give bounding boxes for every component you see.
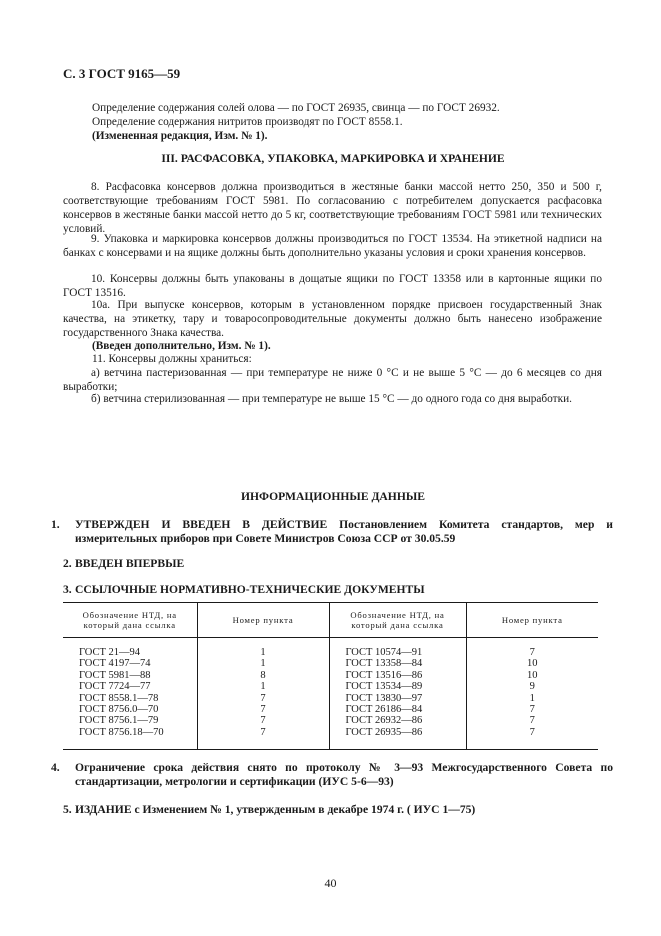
table-cell: ГОСТ 7724—77 (79, 681, 151, 693)
table-cell: ГОСТ 10574—91 (329, 638, 466, 659)
table-cell: 7 (466, 704, 598, 715)
paragraph-11: 11. Консервы должны храниться: (92, 353, 252, 365)
item-text: ССЫЛОЧНЫЕ НОРМАТИВНО-ТЕХНИЧЕСКИЕ ДОКУМЕНТЫ (75, 583, 425, 596)
item-number: 4. (51, 761, 60, 774)
references-table (63, 602, 598, 750)
table-cell: 7 (466, 727, 598, 750)
page-number: 40 (324, 876, 337, 890)
info-item-1 (51, 518, 613, 546)
change-note: (Измененная редакция, Изм. № 1). (92, 130, 268, 142)
item-text: ВВЕДЕН ВПЕРВЫЕ (75, 557, 185, 570)
table-cell: 7 (197, 727, 329, 750)
table-header-row (63, 603, 598, 638)
item-number: 3. (63, 583, 72, 596)
table-cell: ГОСТ 8756.1—79 (79, 715, 159, 727)
table-cell: ГОСТ 4197—74 (79, 658, 151, 670)
table-cell: ГОСТ 8756.0—70 (79, 704, 159, 716)
table-cell: ГОСТ 13358—84 (329, 658, 466, 669)
paragraph-9: 9. Упаковка и маркировка консервов должны производиться по ГОСТ 13534. На этикетной надписи на банках с консервами и на ящике должны быть дополнительно указаны условия и сроки хранения консервов. (63, 233, 602, 259)
table-cell: ГОСТ 5981—88 (79, 669, 151, 681)
text-line: Определение содержания нитритов производят по ГОСТ 8558.1. (92, 116, 403, 128)
table-cell: 10 (466, 658, 598, 669)
table-cell: ГОСТ 26932—86 (329, 715, 466, 726)
table-cell: 8 (197, 670, 329, 681)
table-row (63, 693, 598, 704)
table-cell: ГОСТ 8558.1—78 (79, 692, 159, 704)
table-cell: 1 (197, 681, 329, 692)
column-header: Обозначение НТД, на который дана ссылка (329, 603, 466, 638)
text-line: Определение содержания солей олова — по ГОСТ 26935, свинца — по ГОСТ 26932. (92, 102, 500, 114)
page-header: С. 3 ГОСТ 9165—59 (63, 66, 181, 81)
info-item-2 (63, 557, 184, 571)
info-item-4 (51, 761, 613, 789)
item-text: ИЗДАНИЕ с Изменением № 1, утвержденным в декабре 1974 г. ( ИУС 1—75) (75, 803, 476, 816)
info-item-3 (63, 583, 425, 597)
item-number: 1. (51, 518, 60, 531)
item-text: УТВЕРЖДЕН И ВВЕДЕН В ДЕЙСТВИЕ Постановлением Комитета стандартов, мер и измерительных приборов при Совете Министров Союза ССР от 30.05.59 (75, 518, 613, 545)
paragraph-10a: 10а. При выпуске консервов, которым в установленном порядке присвоен государственный Знак качества, на этикетку, тару и товаросопроводительные документы должно быть нанесено изображение государственного Знака качества. (63, 299, 602, 339)
table-cell: 9 (466, 681, 598, 692)
column-header: Номер пункта (197, 603, 329, 638)
item-number: 5. (63, 803, 72, 816)
column-header: Обозначение НТД, на который дана ссылка (63, 603, 197, 638)
table-row (63, 704, 598, 715)
table-cell: ГОСТ 26935—86 (329, 727, 466, 750)
table-cell: 7 (197, 704, 329, 715)
table-cell: 7 (197, 715, 329, 726)
table-cell: ГОСТ 13534—89 (329, 681, 466, 692)
info-title: ИНФОРМАЦИОННЫЕ ДАННЫЕ (241, 490, 425, 503)
change-note: (Введен дополнительно, Изм. № 1). (92, 340, 271, 352)
item-number: 2. (63, 557, 72, 570)
table-cell: ГОСТ 8756.18—70 (63, 727, 197, 750)
table-row (63, 715, 598, 726)
section-title: III. РАСФАСОВКА, УПАКОВКА, МАРКИРОВКА И ХРАНЕНИЕ (161, 152, 505, 165)
item-text: Ограничение срока действия снято по протоколу № 3—93 Межгосударственного Совета по стандартизации, метрологии и сертификации (ИУС 5-6—93) (75, 761, 613, 788)
column-header: Номер пункта (466, 603, 598, 638)
paragraph-11b: б) ветчина стерилизованная — при температуре не выше 15 °С — до одного года со дня выработки. (91, 393, 572, 405)
table-row (63, 658, 598, 669)
info-item-5 (63, 803, 475, 817)
table-row (63, 638, 598, 659)
table-cell: 1 (197, 638, 329, 659)
table-cell: ГОСТ 26186—84 (329, 704, 466, 715)
paragraph-8: 8. Расфасовка консервов должна производиться в жестяные банки массой нетто 250, 350 и 500 г, соответствующие требованиям ГОСТ 5981. По согласованию с потребителем допускается расфасовка консервов в жестяные банки массой нетто до 5 кг, соответствующие требованиям ГОСТ 5981 или технических условий. (63, 181, 602, 235)
table-cell: 1 (466, 693, 598, 704)
table-row (63, 670, 598, 681)
table-cell: 7 (466, 638, 598, 659)
paragraph-10: 10. Консервы должны быть упакованы в дощатые ящики по ГОСТ 13358 или в картонные ящики по ГОСТ 13516. (63, 273, 602, 299)
table-cell: ГОСТ 13830—97 (329, 693, 466, 704)
table-cell: 7 (197, 693, 329, 704)
paragraph-11a: а) ветчина пастеризованная — при температуре не ниже 0 °С и не выше 5 °С — до 6 месяцев со дня выработки; (63, 367, 602, 393)
table-row (63, 681, 598, 692)
table-cell: 1 (197, 658, 329, 669)
table-cell: 7 (466, 715, 598, 726)
table-cell: ГОСТ 13516—86 (329, 670, 466, 681)
table-cell: 10 (466, 670, 598, 681)
table-cell: ГОСТ 21—94 (79, 647, 141, 658)
table-row (63, 727, 598, 750)
